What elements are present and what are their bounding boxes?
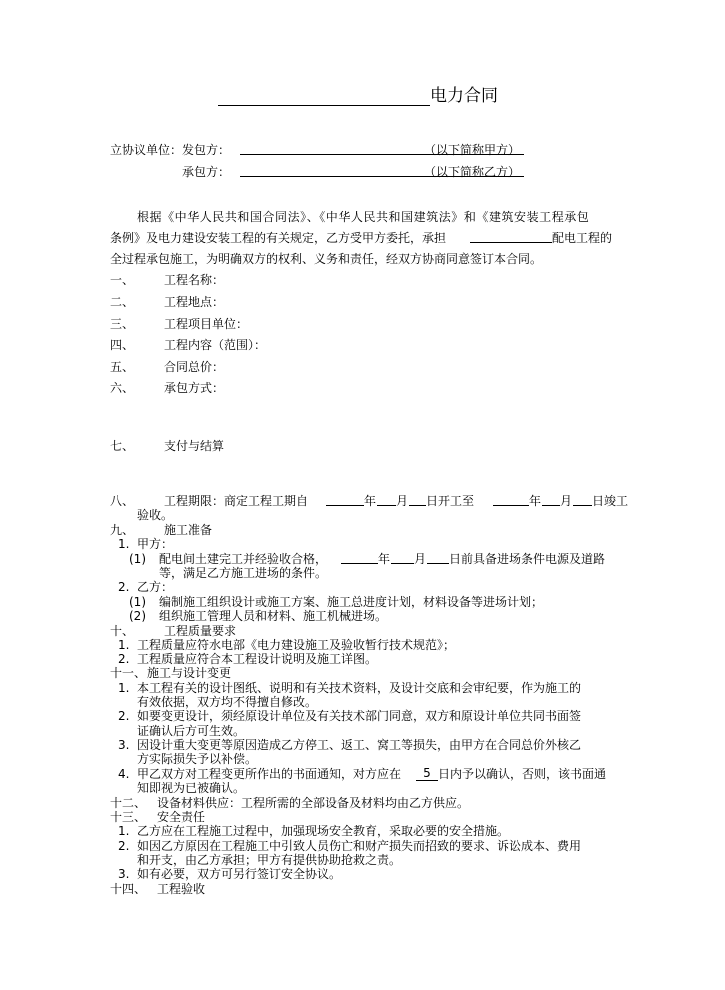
party-a-label: 发包方： — [182, 143, 231, 157]
clause-13-item-3-text: 如有必要，双方可另行签订安全协议。 — [137, 867, 342, 881]
clause-9-item-2-1-number: (1) — [129, 595, 146, 609]
clause-3-number: 三、 — [110, 317, 135, 331]
title-text: 电力合同 — [430, 86, 498, 106]
start-day-label: 日开工至 — [426, 494, 475, 508]
contract-title — [218, 86, 498, 106]
clause-11-item-1-number: 1. — [118, 681, 130, 695]
clause-3-text: 工程项目单位： — [164, 317, 249, 331]
clause-9-item-1-1-text: 配电间土建完工并经验收合格， — [159, 552, 328, 566]
clause-11-item-2-number: 2. — [118, 709, 130, 723]
clause-2-number: 二、 — [110, 295, 135, 309]
start-month-label: 月 — [396, 494, 409, 508]
intro-line-2a: 条例》及电力建设安装工程的有关规定，乙方受甲方委托，承担 — [110, 231, 447, 245]
clause-13-item-2-number: 2. — [118, 839, 130, 853]
clause-11-item-3-continuation: 方实际损失予以补偿。 — [137, 752, 258, 766]
confirm-days-value: 5 — [416, 767, 438, 781]
clause-9-item-2-1-text: 编制施工组织设计或施工方案、施工总进度计划，材料设备等进场计划； — [159, 595, 544, 609]
clause-11-item-4-text-after: 日内予以确认，否则，该书面通 — [438, 767, 607, 781]
clause-2-text: 工程地点： — [164, 295, 225, 309]
clause-9-item-2-number: 2. — [118, 580, 130, 594]
clause-11-item-3-number: 3. — [118, 738, 130, 752]
intro-line-1: 根据《中华人民共和国合同法》、《中华人民共和国建筑法》和《建筑安装工程承包 — [137, 210, 590, 224]
clause-11-item-1-continuation: 有效依据，双方均不得擅自修改。 — [137, 695, 318, 709]
clause-12-number: 十二、 — [110, 796, 147, 810]
clause-11-item-4-text: 甲乙双方对工程变更所作出的书面通知，对方应在 — [137, 767, 402, 781]
clause-9-number: 九、 — [110, 523, 135, 537]
clause-10-item-1-number: 1. — [118, 638, 130, 652]
clause-11-item-2-text: 如要变更设计，须经原设计单位及有关技术部门同意，双方和原设计单位共同书面签 — [137, 709, 582, 723]
clause-11-item-4-continuation: 知即视为已被确认。 — [137, 781, 246, 795]
clause-9-item-1-1-number: (1) — [129, 552, 146, 566]
party-b-blank — [240, 164, 424, 177]
clause-4-text: 工程内容（范围）： — [164, 338, 267, 352]
clause-13-item-1-text: 乙方应在工程施工过程中，加强现场安全教育，采取必要的安全措施。 — [137, 824, 510, 838]
parties-label: 立协议单位： — [110, 143, 183, 157]
intro-line-2b: 配电工程的 — [552, 231, 613, 245]
party-a-note-underline — [424, 142, 524, 155]
clause-5-number: 五、 — [110, 360, 135, 374]
clause-8-continuation: 验收。 — [137, 508, 174, 522]
clause-11-number: 十一、 — [110, 666, 147, 680]
ready-year-blank — [341, 551, 378, 564]
clause-10-item-1-text: 工程质量应符水电部《电力建设施工及验收暂行技术规范》； — [137, 638, 456, 652]
clause-8-number: 八、 — [110, 494, 135, 508]
party-a-note: （以下简称甲方） — [424, 143, 521, 157]
clause-1-number: 一、 — [110, 273, 135, 287]
party-b-note: （以下简称乙方） — [424, 165, 521, 179]
party-b-label: 承包方： — [182, 165, 231, 179]
end-month-label: 月 — [560, 494, 573, 508]
start-year-label: 年 — [364, 494, 377, 508]
end-month-blank — [542, 493, 560, 506]
clause-11-item-1-text: 本工程有关的设计图纸、说明和有关技术资料，及设计交底和会审纪要，作为施工的 — [137, 681, 582, 695]
end-day-label: 日竣工 — [592, 494, 629, 508]
clause-11-title: 施工与设计变更 — [147, 666, 232, 680]
clause-11-item-4-number: 4. — [118, 767, 130, 781]
party-a-blank — [240, 142, 424, 155]
ready-month-blank — [391, 551, 414, 564]
clause-14-number: 十四、 — [110, 882, 147, 896]
clause-11-item-2-continuation: 证确认后方可生效。 — [137, 724, 246, 738]
clause-14-title: 工程验收 — [157, 882, 206, 896]
clause-1-text: 工程名称： — [164, 273, 225, 287]
start-day-blank — [409, 493, 426, 506]
clause-9-item-2-text: 乙方： — [137, 580, 174, 594]
clause-10-title: 工程质量要求 — [164, 624, 237, 638]
clause-9-item-2-2-text: 组织施工管理人员和材料、施工机械进场。 — [159, 609, 388, 623]
clause-9-title: 施工准备 — [164, 523, 213, 537]
clause-13-item-3-number: 3. — [118, 867, 130, 881]
ready-year-label: 年 — [378, 552, 391, 566]
clause-5-text: 合同总价： — [164, 360, 225, 374]
ready-day-blank — [427, 551, 449, 564]
clause-13-title: 安全责任 — [157, 810, 206, 824]
clause-13-item-2-continuation: 和开支，由乙方承担；甲方有提供协助抢救之责。 — [137, 853, 402, 867]
clause-10-item-2-text: 工程质量应符合本工程设计说明及施工详图。 — [137, 652, 378, 666]
start-year-blank — [326, 493, 364, 506]
clause-9-item-2-2-number: (2) — [129, 609, 146, 623]
end-year-label: 年 — [529, 494, 542, 508]
ready-month-label: 月 — [414, 552, 427, 566]
ready-day-text: 日前具备进场条件电源及道路 — [449, 552, 606, 566]
party-b-note-underline — [424, 164, 524, 177]
intro-project-blank — [470, 230, 552, 243]
clause-13-number: 十三、 — [110, 810, 147, 824]
intro-line-3: 全过程承包施工，为明确双方的权利、义务和责任，经双方协商同意签订本合同。 — [110, 252, 543, 266]
end-day-blank — [573, 493, 592, 506]
clause-12-text: 设备材料供应：工程所需的全部设备及材料均由乙方供应。 — [157, 796, 470, 810]
clause-8-text: 工程期限：商定工程工期自 — [164, 494, 309, 508]
clause-13-item-2-text: 如因乙方原因在工程施工中引致人员伤亡和财产损失而招致的要求、诉讼成本、费用 — [137, 839, 582, 853]
clause-9-item-1-1-continuation: 等，满足乙方施工进场的条件。 — [159, 566, 328, 580]
clause-13-item-1-number: 1. — [118, 824, 130, 838]
start-month-blank — [377, 493, 396, 506]
clause-7-number: 七、 — [110, 439, 135, 453]
clause-10-number: 十、 — [110, 624, 135, 638]
clause-9-item-1-number: 1. — [118, 537, 130, 551]
clause-10-item-2-number: 2. — [118, 652, 130, 666]
end-year-blank — [493, 493, 529, 506]
clause-4-number: 四、 — [110, 338, 135, 352]
clause-9-item-1-text: 甲方： — [137, 537, 174, 551]
title-blank-line — [218, 89, 430, 106]
clause-6-number: 六、 — [110, 381, 135, 395]
clause-11-item-3-text: 因设计重大变更等原因造成乙方停工、返工、窝工等损失，由甲方在合同总价外核乙 — [137, 738, 582, 752]
clause-6-text: 承包方式： — [164, 381, 225, 395]
clause-7-text: 支付与结算 — [164, 439, 225, 453]
